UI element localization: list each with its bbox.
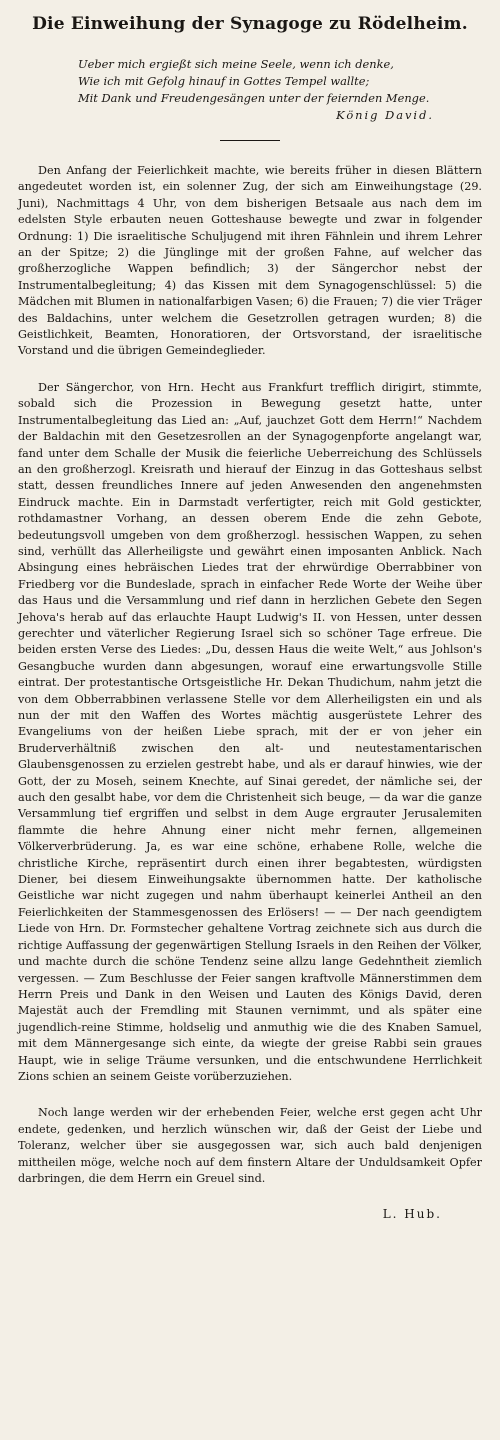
motto-line: Ueber mich ergießt sich meine Seele, wenn ich denke, bbox=[78, 57, 394, 71]
article-body bbox=[18, 163, 482, 1187]
paragraph-procession: Den Anfang der Feierlichkeit machte, wie bereits früher in diesen Blättern angedeutet worden ist, ein solenner Zug, der sich am Einweihungstage (29. Juni), Nachmittags 4 Uhr, von dem bisherigen Betsaale aus nach dem im edelsten Style erbauten neuen Gotteshause bewegte und zwar in folgender Ordnung: 1) Die israelitische Schuljugend mit ihren Fähnlein und ihrem Lehrer an der Spitze; 2) die Jünglinge mit der großen Fahne, auf welcher das großherzogliche Wappen befindlich; 3) der Sängerchor nebst der Instrumentalbegleitung; 4) das Kissen mit dem Synagogenschlüssel: 5) die Mädchen mit Blumen in nationalfarbigen Vasen; 6) die Frauen; 7) die vier Träger des Baldachins, unter welchem die Gesetzrollen getragen wurden; 8) die Geistlichkeit, Beamten, Honoratioren, der Ortsvorstand, der israelitische Vorstand und die übrigen Gemeindeglieder. bbox=[18, 164, 482, 358]
author-signature: L. Hub. bbox=[382, 1207, 442, 1222]
motto-author: König David. bbox=[336, 108, 434, 122]
paragraph-closing: Noch lange werden wir der erhebenden Feier, welche erst gegen acht Uhr endete, gedenken, und herzlich wünschen wir, daß der Geist der Liebe und Toleranz, welcher über sie ausgegossen war, sich auch bald denjenigen mittheilen möge, welche noch auf dem finstern Altare der Unduldsamkeit Opfer darbringen, die dem Herrn ein Greuel sind. bbox=[18, 1106, 482, 1185]
article-title: Die Einweihung der Synagoge zu Rödelheim. bbox=[32, 14, 468, 34]
separator-rule bbox=[220, 140, 280, 141]
motto-verse bbox=[78, 56, 482, 124]
motto-line: Mit Dank und Freudengesängen unter der feiernden Menge. bbox=[78, 91, 430, 105]
paragraph-ceremony: Der Sängerchor, von Hrn. Hecht aus Frankfurt trefflich dirigirt, stimmte, sobald sich die Prozession in Bewegung gesetzt hatte, unter Instrumentalbegleitung das Lied an: „Auf, jauchzet Gott dem Herrn!“ Nachdem der Baldachin mit den Gesetzesrollen an der Synagogenpforte angelangt war, fand unter dem Schalle der Musik die feierliche Ueberreichung des Schlüssels an den großherzogl. Kreisrath und hierauf der Einzug in das Gotteshaus selbst statt, dessen freundliches Innere auf jeden Anwesenden den angenehmsten Eindruck machte. Ein in Darmstadt verfertigter, reich mit Gold gestickter, rothdamastner Vorhang, an dessen oberem Ende die zehn Gebote, bedeutungsvoll umgeben von dem großherzogl. hessischen Wappen, zu sehen sind, verhüllt das Allerheiligste und gewährt einen imposanten Anblick. Nach Absingung eines hebräischen Liedes trat der ehrwürdige Oberrabbiner von Friedberg vor die Bundeslade, sprach in einfacher Rede Worte der Weihe über das Haus und die Versammlung und rief dann in herzlichen Gebete den Segen Jehova's herab auf das erlauchte Haupt Ludwig's II. von Hessen, unter dessen gerechter und väterlicher Regierung Israel sich so schöner Tage erfreue. Die beiden ersten Verse des Liedes: „Du, dessen Haus die weite Welt,“ aus Johlson's Gesangbuche wurden dann abgesungen, worauf eine erwartungsvolle Stille eintrat. Der protestantische Ortsgeistliche Hr. Dekan Thudichum, nahm jetzt die von dem Obberrabbinen verlassene Stelle vor dem Allerheiligsten ein und als nun der mit den Waffen des Wortes mächtig ausgerüstete Lehrer des Evangeliums von der heißen Liebe sprach, mit der er von jeher ein Bruderverhältniß zwischen den alt- und neutestamentarischen Glaubensgenossen zu erzielen gestrebt habe, und als er darauf hinwies, wie der Gott, der zu Moseh, seinem Knechte, auf Sinai geredet, der nämliche sei, der auch den gesalbt habe, vor dem die Christenheit sich beuge, — da war die ganze Versammlung tief ergriffen und selbst in dem Auge ergrauter Jerusalemiten flammte die hehre Ahnung einer nicht mehr fernen, allgemeinen Völkerverbrüderung. Ja, es war eine schöne, erhabene Rolle, welche die christliche Kirche, repräsentirt durch einen ihrer begabtesten, würdigsten Diener, bei diesem Einweihungsakte übernommen hatte. Der katholische Geistliche war nicht zugegen und nahm überhaupt keinerlei Antheil an den Feierlichkeiten der Stammesgenossen des Erlösers! — — Der nach geendigtem Liede von Hrn. Dr. Formstecher gehaltene Vortrag zeichnete sich aus durch die richtige Auffassung der gegenwärtigen Stellung Israels in den Reihen der Völker, und machte durch die schöne Tendenz seine allzu lange Gedehntheit ziemlich vergessen. — Zum Beschlusse der Feier sangen kraftvolle Männerstimmen dem Herrn Preis und Dank in den Weisen und Lauten des Königs David, deren Majestät auch der Fremdling mit Staunen vernimmt, und als später eine jugendlich-reine Stimme, holdselig und anmuthig wie die des Knaben Samuel, mit dem Männergesange sich einte, da wiegte der greise Rabbi sein graues Haupt, wie in selige Träume versunken, und die entschwundene Herrlichkeit Zions schien an seinem Geiste vorüberzuziehen. bbox=[18, 380, 482, 1083]
motto-line: Wie ich mit Gefolg hinauf in Gottes Tempel wallte; bbox=[78, 74, 370, 88]
